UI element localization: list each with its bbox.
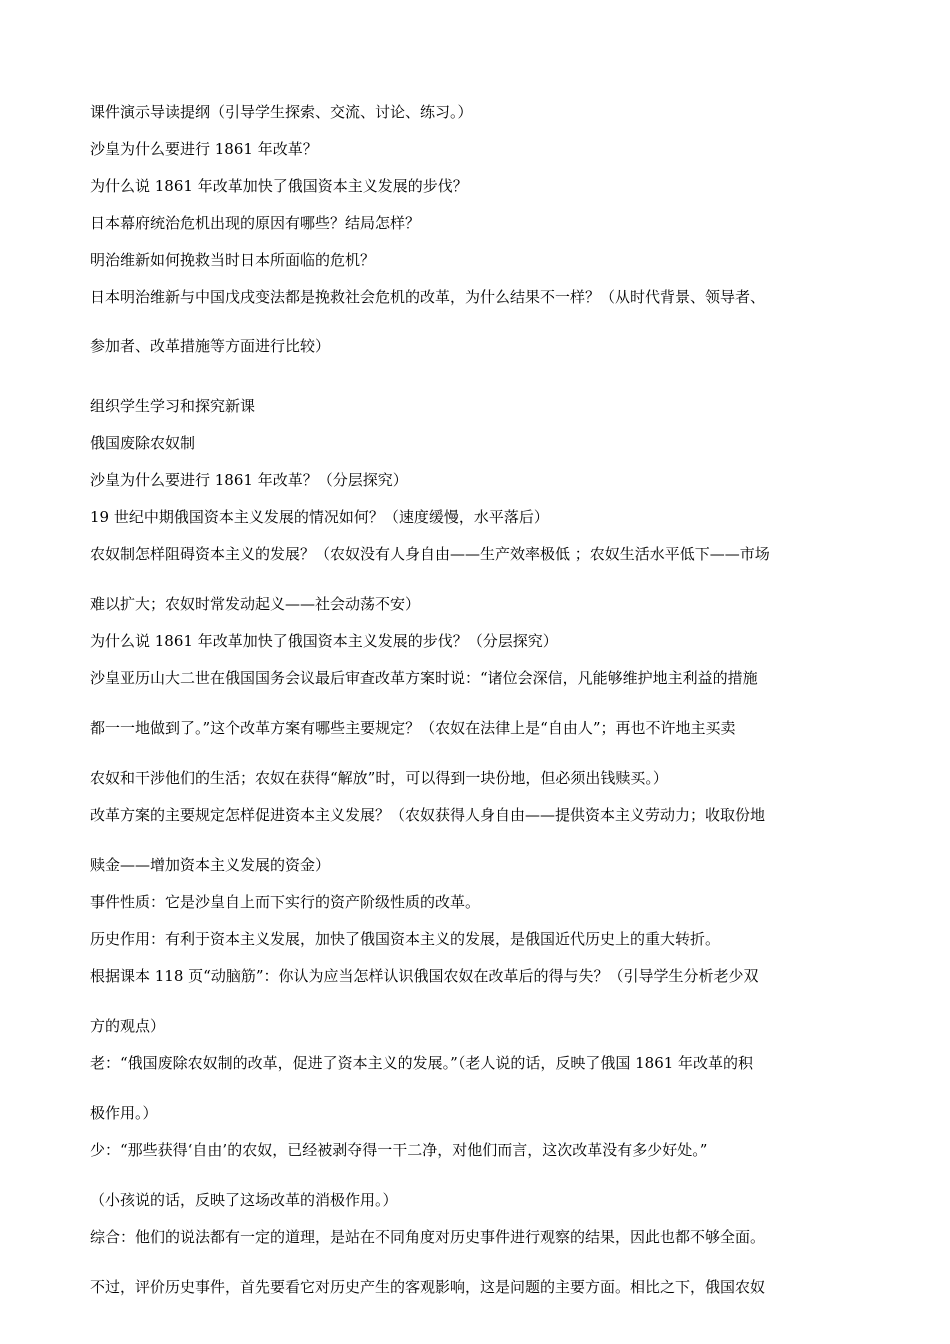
paragraph-line: 根据课本 118 页“动脑筋”：你认为应当怎样认识俄国农奴在改革后的得与失？（引导学生分析老少双 <box>90 967 759 985</box>
paragraph-line: 改革方案的主要规定怎样促进资本主义发展？（农奴获得人身自由——提供资本主义劳动力；收取份地 <box>90 806 766 824</box>
outline-heading: 课件演示导读提纲（引导学生探索、交流、讨论、练习。） <box>90 103 473 121</box>
outline-question: 明治维新如何挽救当时日本所面临的危机？ <box>90 251 376 269</box>
paragraph-line: 赎金——增加资本主义发展的资金） <box>90 856 331 874</box>
outline-question: 沙皇为什么要进行 1861 年改革？ <box>90 140 318 158</box>
outline-question-continued: 参加者、改革措施等方面进行比较） <box>90 337 331 355</box>
paragraph-line: 老：“俄国废除农奴制的改革，促进了资本主义的发展。”（老人说的话，反映了俄国 1861 年改革的积 <box>90 1054 754 1072</box>
paragraph-line: 历史作用：有利于资本主义发展，加快了俄国资本主义的发展，是俄国近代历史上的重大转折。 <box>90 930 721 948</box>
paragraph-line: 为什么说 1861 年改革加快了俄国资本主义发展的步伐？（分层探究） <box>90 632 558 650</box>
paragraph-line: （小孩说的话，反映了这场改革的消极作用。） <box>90 1191 398 1209</box>
outline-question: 日本幕府统治危机出现的原因有哪些？结局怎样？ <box>90 214 421 232</box>
outline-question: 为什么说 1861 年改革加快了俄国资本主义发展的步伐？ <box>90 177 468 195</box>
paragraph-line: 极作用。） <box>90 1104 158 1122</box>
outline-question: 日本明治维新与中国戊戌变法都是挽救社会危机的改革，为什么结果不一样？（从时代背景、领导者、 <box>90 288 766 306</box>
section-heading: 组织学生学习和探究新课 <box>90 397 256 415</box>
lesson-body <box>90 399 870 1317</box>
paragraph-line: 事件性质：它是沙皇自上而下实行的资产阶级性质的改革。 <box>90 893 481 911</box>
paragraph-line: 不过，评价历史事件，首先要看它对历史产生的客观影响，这是问题的主要方面。相比之下，俄国农奴 <box>90 1278 766 1296</box>
paragraph-line: 19 世纪中期俄国资本主义发展的情况如何？（速度缓慢，水平落后） <box>90 508 549 526</box>
paragraph-line: 农奴制怎样阻碍资本主义的发展？（农奴没有人身自由——生产效率极低 ；农奴生活水平低下——市场 <box>90 545 770 563</box>
reading-outline <box>90 105 870 376</box>
topic-heading: 俄国废除农奴制 <box>90 434 196 452</box>
paragraph-line: 沙皇为什么要进行 1861 年改革？（分层探究） <box>90 471 408 489</box>
paragraph-line: 难以扩大；农奴时常发动起义——社会动荡不安） <box>90 595 421 613</box>
paragraph-line: 少：“那些获得‘自由’的农奴，已经被剥夺得一干二净，对他们而言，这次改革没有多少好处。” <box>90 1141 708 1159</box>
paragraph-line: 综合：他们的说法都有一定的道理，是站在不同角度对历史事件进行观察的结果，因此也都不够全面。 <box>90 1228 766 1246</box>
paragraph-line: 沙皇亚历山大二世在俄国国务会议最后审查改革方案时说：“诸位会深信，凡能够维护地主利益的措施 <box>90 669 758 687</box>
paragraph-line: 农奴和干涉他们的生活；农奴在获得“解放”时，可以得到一块份地，但必须出钱赎买。） <box>90 769 668 787</box>
paragraph-line: 都一一地做到了。”这个改革方案有哪些主要规定？（农奴在法律上是“自由人”；再也不许地主买卖 <box>90 719 736 737</box>
paragraph-line: 方的观点） <box>90 1017 166 1035</box>
